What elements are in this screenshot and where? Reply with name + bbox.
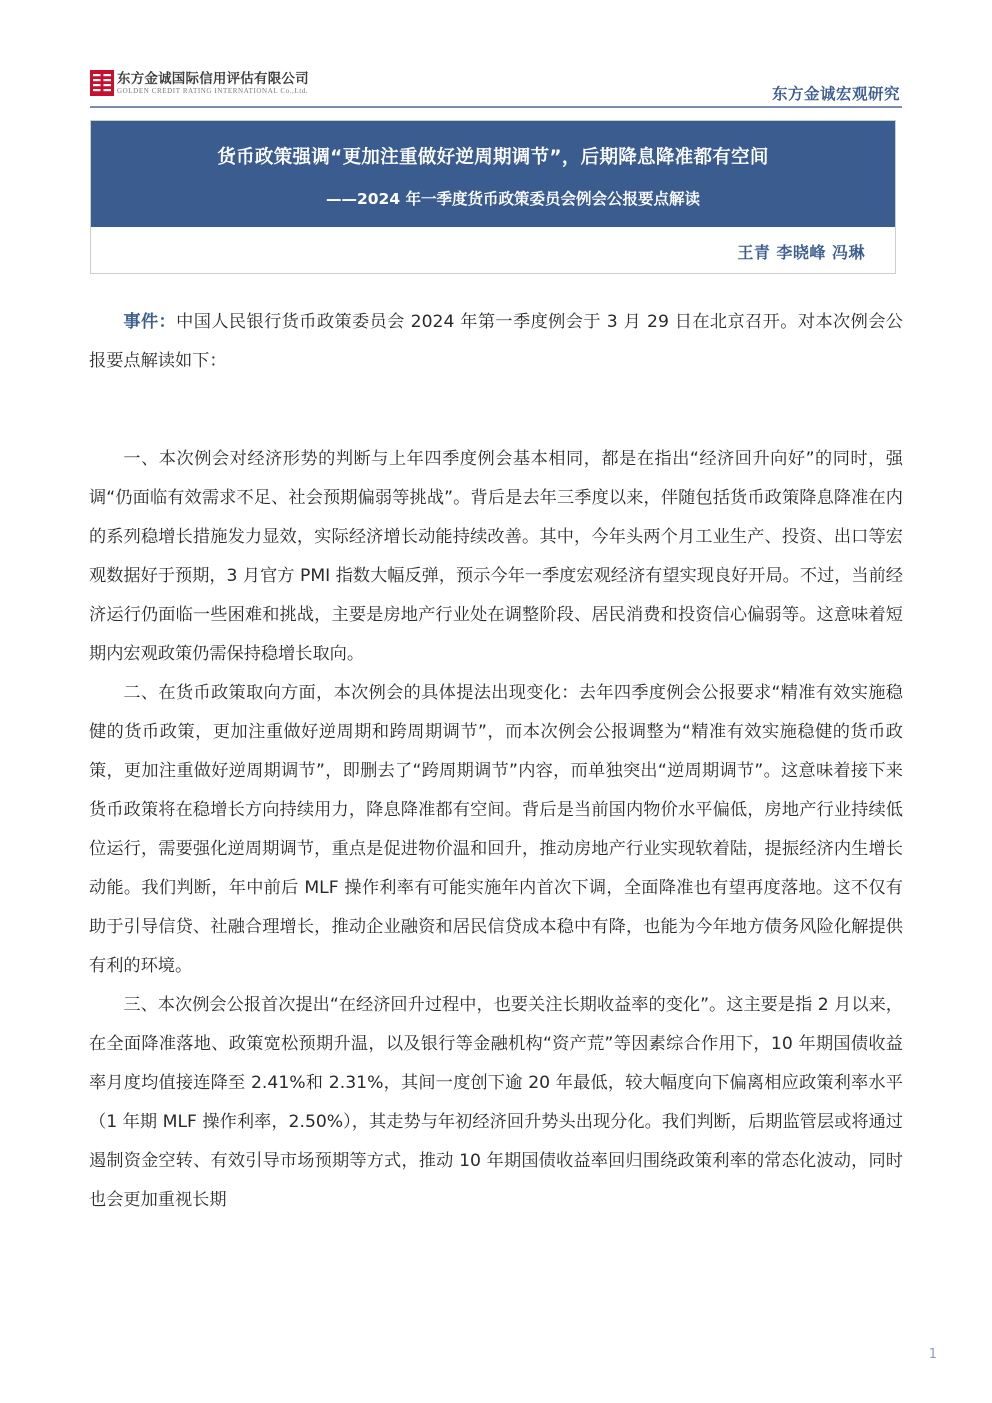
report-title: 货币政策强调“更加注重做好逆周期调节”，后期降息降准都有空间 xyxy=(217,147,769,168)
logo-mark-icon xyxy=(90,70,114,96)
paragraph-1: 一、本次例会对经济形势的判断与上年四季度例会基本相同，都是在指出“经济回升向好”的同时，强调“仍面临有效需求不足、社会预期偏弱等挑战”。背后是去年三季度以来，伴随包括货币政策降息降准在内的系列稳增长措施发力显效，实际经济增长动能持续改善。其中，今年头两个月工业生产、投资、出口等宏观数据好于预期，3 月官方 PMI 指数大幅反弹，预示今年一季度宏观经济有望实现良好开局。不过，当前经济运行仍面临一些困难和挑战，主要是房地产行业处在调整阶段、居民消费和投资信心偏弱等。这意味着短期内宏观政策仍需保持稳增长取向。 xyxy=(89,449,904,664)
report-body xyxy=(89,303,903,1220)
report-subtitle: ——2024 年一季度货币政策委员会例会公报要点解读 xyxy=(325,190,701,208)
title-band xyxy=(91,121,895,227)
paragraph-3: 三、本次例会公报首次提出“在经济回升过程中，也要关注长期收益率的变化”。这主要是指 2 月以来，在全面降准落地、政策宽松预期升温，以及银行等金融机构“资产荒”等因素综合作用下，10 年期国债收益率月度均值接连降至 2.41%和 2.31%，其间一度创下逾 20 年最低，较大幅度向下偏离相应政策利率水平（1 年期 MLF 操作利率，2.50%），其走势与年初经济回升势头出现分化。我们判断，后期监管层或将通过遏制资金空转、有效引导市场预期等方式，推动 10 年期国债收益率回归围绕政策利率的常态化波动，同时也会更加重视长期 xyxy=(89,995,903,1210)
company-logo xyxy=(90,70,309,96)
report-authors: 王青 李晓峰 冯琳 xyxy=(737,243,865,262)
event-paragraph xyxy=(89,303,903,381)
company-name-cn: 东方金诚国际信用评估有限公司 xyxy=(117,71,309,87)
event-label: 事件： xyxy=(123,312,177,332)
page-number: 1 xyxy=(928,1347,937,1362)
company-name-en: GOLDEN CREDIT RATING INTERNATIONAL Co.,Ltd. xyxy=(117,87,309,95)
header-divider xyxy=(90,106,902,108)
event-text: 中国人民银行货币政策委员会 2024 年第一季度例会于 3 月 29 日在北京召开。对本次例会公报要点解读如下： xyxy=(89,312,903,371)
paragraph-2: 二、在货币政策取向方面，本次例会的具体提法出现变化：去年四季度例会公报要求“精准有效实施稳健的货币政策，更加注重做好逆周期和跨周期调节”，而本次例会公报调整为“精准有效实施稳健的货币政策，更加注重做好逆周期调节”，即删去了“跨周期调节”内容，而单独突出“逆周期调节”。这意味着接下来货币政策将在稳增长方向持续用力，降息降准都有空间。背后是当前国内物价水平偏低，房地产行业持续低位运行，需要强化逆周期调节，重点是促进物价温和回升，推动房地产行业实现软着陆，提振经济内生增长动能。我们判断，年中前后 MLF 操作利率有可能实施年内首次下调，全面降准也有望再度落地。这不仅有助于引导信贷、社融合理增长，推动企业融资和居民信贷成本稳中有降，也能为今年地方债务风险化解提供有利的环境。 xyxy=(89,683,903,976)
title-box xyxy=(90,120,896,274)
section-label: 东方金诚宏观研究 xyxy=(771,85,900,103)
